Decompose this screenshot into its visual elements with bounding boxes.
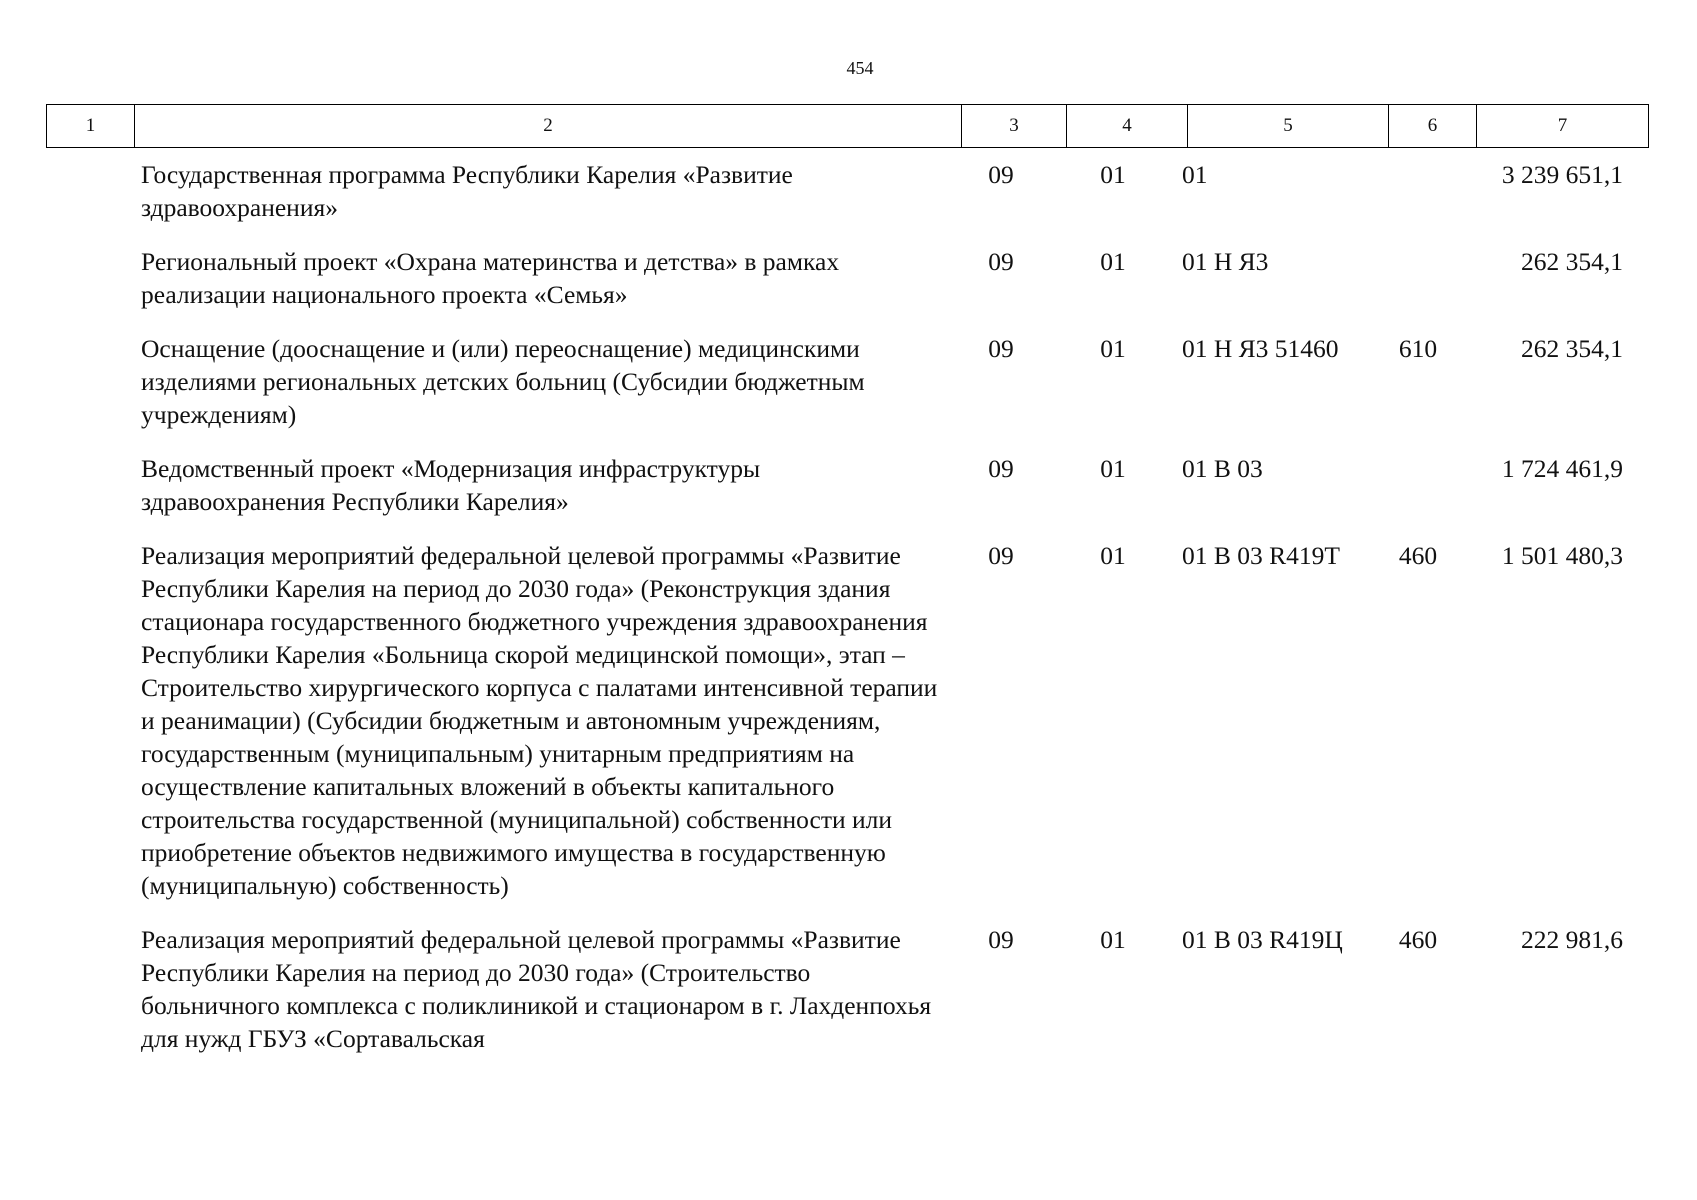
column-header-1: 1	[47, 105, 135, 148]
table-row	[46, 452, 1646, 518]
budget-rows	[46, 158, 1646, 1076]
row-target-article: 01 В 03 R419Т	[1182, 541, 1340, 570]
row-section: 09	[988, 160, 1014, 189]
column-header-4: 4	[1067, 105, 1188, 148]
row-subsection: 01	[1100, 925, 1126, 954]
row-target-article: 01 Н Я3 51460	[1182, 334, 1339, 363]
row-subsection: 01	[1100, 160, 1126, 189]
column-header-7: 7	[1477, 105, 1649, 148]
row-expense-type: 460	[1398, 925, 1438, 954]
row-name: Реализация мероприятий федеральной целевой программы «Развитие Республики Карелия на период до 2030 года» (Реконструкция здания стационара государственного бюджетного учреждения здравоохранения Республики Карелия «Больница скорой медицинской помощи», этап – Строительство хирургического корпуса с палатами интенсивной терапии и реанимации) (Субсидии бюджетным и автономным учреждениям, государственным (муниципальным) унитарным предприятиям на осуществление капитальных вложений в объекты капитального строительства государственной (муниципальной) собственности или приобретение объектов недвижимого имущества в государственную (муниципальную) собственность)	[141, 541, 938, 900]
row-expense-type: 460	[1398, 541, 1438, 570]
row-amount: 222 981,6	[1521, 925, 1623, 954]
row-target-article: 01 Н Я3	[1182, 247, 1269, 276]
row-amount: 262 354,1	[1521, 334, 1623, 363]
table-row	[46, 332, 1646, 431]
row-amount: 3 239 651,1	[1501, 160, 1623, 189]
column-header-5: 5	[1188, 105, 1389, 148]
column-header-row	[47, 105, 1649, 148]
row-subsection: 01	[1100, 247, 1126, 276]
row-name: Оснащение (дооснащение и (или) переоснащение) медицинскими изделиями региональных детских больниц (Субсидии бюджетным учреждениям)	[141, 334, 865, 429]
row-name: Государственная программа Республики Карелия «Развитие здравоохранения»	[141, 160, 793, 222]
row-expense-type: 610	[1398, 334, 1438, 363]
row-section: 09	[988, 454, 1014, 483]
row-name: Реализация мероприятий федеральной целевой программы «Развитие Республики Карелия на период до 2030 года» (Строительство больничного комплекса с поликлиникой и стационаром в г. Лахденпохья для нужд ГБУЗ «Сортавальская	[141, 925, 932, 1053]
column-header-table	[46, 104, 1649, 148]
table-row	[46, 245, 1646, 311]
row-amount: 1 501 480,3	[1501, 541, 1623, 570]
row-subsection: 01	[1100, 454, 1126, 483]
column-header-2: 2	[135, 105, 962, 148]
column-header-6: 6	[1389, 105, 1477, 148]
row-section: 09	[988, 925, 1014, 954]
table-row	[46, 158, 1646, 224]
row-name: Региональный проект «Охрана материнства и детства» в рамках реализации национального проекта «Семья»	[141, 247, 840, 309]
row-section: 09	[988, 247, 1014, 276]
table-row	[46, 923, 1646, 1055]
row-subsection: 01	[1100, 334, 1126, 363]
row-name: Ведомственный проект «Модернизация инфраструктуры здравоохранения Республики Карелия»	[141, 454, 761, 516]
table-row	[46, 539, 1646, 902]
row-amount: 262 354,1	[1521, 247, 1623, 276]
row-section: 09	[988, 541, 1014, 570]
row-target-article: 01	[1182, 160, 1208, 189]
row-target-article: 01 В 03 R419Ц	[1182, 925, 1343, 954]
row-section: 09	[988, 334, 1014, 363]
row-amount: 1 724 461,9	[1501, 454, 1623, 483]
row-subsection: 01	[1100, 541, 1126, 570]
column-header-3: 3	[962, 105, 1067, 148]
row-target-article: 01 В 03	[1182, 454, 1263, 483]
page-number: 454	[846, 58, 874, 78]
